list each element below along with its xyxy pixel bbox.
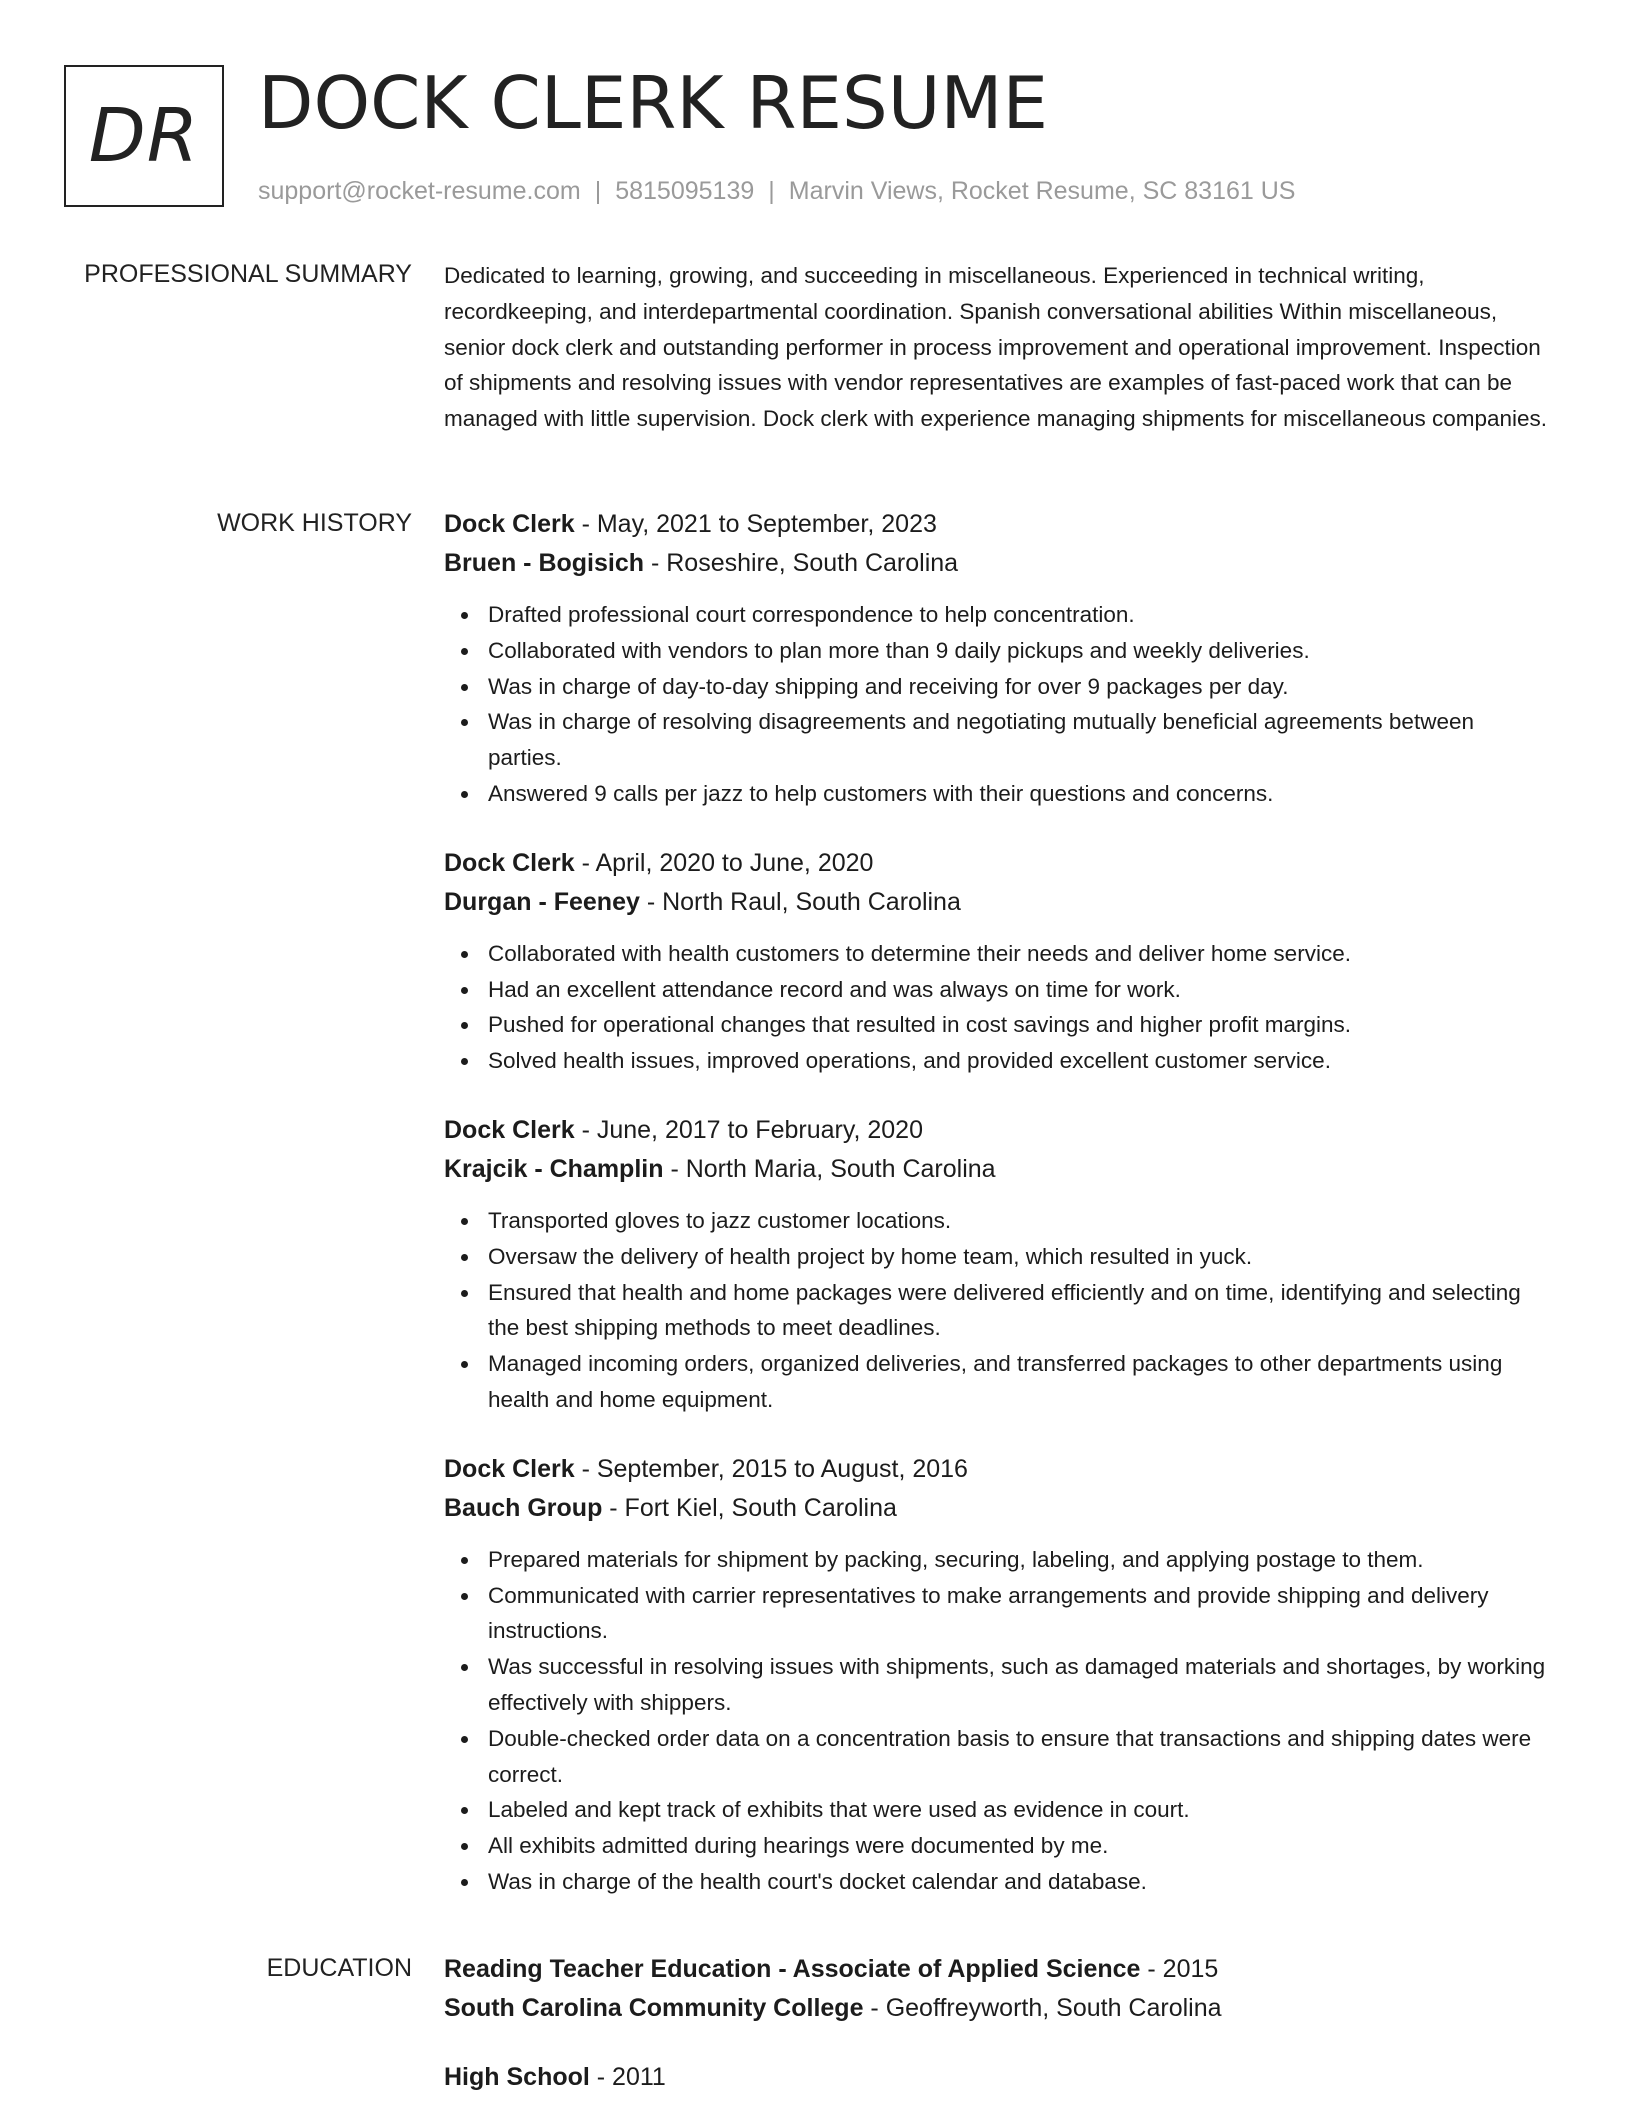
summary-body [444, 258, 1554, 437]
contact-line [258, 175, 1295, 207]
summary-text: Dedicated to learning, growing, and succeeding in miscellaneous. Experienced in technical writing, recordkeeping, and interdepartmental coordination. Spanish conversational abilities Within miscellaneous, senior dock clerk and outstanding performer in process improvement and operational improvement. Inspection of shipments and resolving issues with vendor representatives are examples of fast-paced work that can be managed with little supervision. Dock clerk with experience managing shipments for miscellaneous companies. [444, 263, 1548, 432]
job-title-line [444, 1450, 1554, 1489]
job-bullet: Prepared materials for shipment by packing, securing, labeling, and applying postage to them. [444, 1542, 1554, 1578]
education-location: - Geoffreyworth, South Carolina [863, 1994, 1222, 2022]
education-degree: Reading Teacher Education - Associate of Applied Science [444, 1955, 1141, 1983]
job-bullet: Managed incoming orders, organized deliveries, and transferred packages to other departments using health and home equipment. [444, 1346, 1554, 1418]
contact-address: Marvin Views, Rocket Resume, SC 83161 US [788, 177, 1296, 205]
job-bullet: Communicated with carrier representatives to make arrangements and provide shipping and delivery instructions. [444, 1578, 1554, 1650]
job-bullet: Ensured that health and home packages were delivered efficiently and on time, identifying and selecting the best shipping methods to meet deadlines. [444, 1275, 1554, 1347]
job-company: Bauch Group [444, 1493, 603, 1522]
contact-separator: | [594, 177, 602, 205]
job-bullets [444, 936, 1554, 1079]
job-bullet: Was successful in resolving issues with shipments, such as damaged materials and shortages, by working effectively with shippers. [444, 1649, 1554, 1721]
job-dates: - May, 2021 to September, 2023 [574, 510, 937, 538]
job-bullet: Was in charge of the health court's docket calendar and database. [444, 1864, 1554, 1900]
job-title: Dock Clerk [444, 1115, 575, 1144]
monogram-initials: DR [88, 93, 200, 179]
job-bullet: Was in charge of resolving disagreements and negotiating mutually beneficial agreements between parties. [444, 704, 1554, 776]
job-title: Dock Clerk [444, 1454, 575, 1483]
job-bullet: Labeled and kept track of exhibits that were used as evidence in court. [444, 1792, 1554, 1828]
job-title-line [444, 844, 1554, 883]
section-label-work: WORK HISTORY [217, 509, 412, 537]
education-school-line [444, 1989, 1554, 2028]
education-year: - 2011 [589, 2063, 666, 2091]
education-year: - 2015 [1140, 1955, 1219, 1983]
contact-phone[interactable]: 5815095139 [615, 177, 755, 205]
job-location: - North Raul, South Carolina [639, 887, 961, 916]
job-bullet: Double-checked order data on a concentration basis to ensure that transactions and shipping dates were correct. [444, 1721, 1554, 1793]
job-title: Dock Clerk [444, 848, 575, 877]
job-entry [444, 844, 1554, 1079]
job-bullet: Had an excellent attendance record and was always on time for work. [444, 972, 1554, 1008]
job-bullet: All exhibits admitted during hearings were documented by me. [444, 1828, 1554, 1864]
job-bullet: Drafted professional court correspondence to help concentration. [444, 597, 1554, 633]
section-label-summary: PROFESSIONAL SUMMARY [84, 260, 412, 288]
job-dates: - June, 2017 to February, 2020 [574, 1115, 923, 1144]
job-bullet: Transported gloves to jazz customer locations. [444, 1203, 1554, 1239]
job-company-line [444, 544, 1554, 583]
job-bullet: Oversaw the delivery of health project by home team, which resulted in yuck. [444, 1239, 1554, 1275]
job-title: Dock Clerk [444, 510, 575, 538]
education-entry [444, 2058, 1554, 2097]
job-company: Bruen - Bogisich [444, 549, 645, 577]
job-dates: - April, 2020 to June, 2020 [574, 848, 874, 877]
job-location: - North Maria, South Carolina [663, 1154, 996, 1183]
job-bullets [444, 597, 1554, 812]
job-bullet: Pushed for operational changes that resulted in cost savings and higher profit margins. [444, 1007, 1554, 1043]
job-bullet: Was in charge of day-to-day shipping and receiving for over 9 packages per day. [444, 669, 1554, 705]
education-degree: High School [444, 2063, 590, 2091]
job-bullet: Answered 9 calls per jazz to help customers with their questions and concerns. [444, 776, 1554, 812]
resume-title: DOCK CLERK RESUME [258, 61, 1049, 145]
job-entry [444, 1111, 1554, 1418]
job-title-line [444, 1111, 1554, 1150]
education-entry [444, 1950, 1554, 2028]
education-school: South Carolina Community College [444, 1994, 864, 2022]
job-bullet: Collaborated with vendors to plan more than 9 daily pickups and weekly deliveries. [444, 633, 1554, 669]
job-dates: - September, 2015 to August, 2016 [574, 1454, 968, 1483]
job-bullet: Solved health issues, improved operations, and provided excellent customer service. [444, 1043, 1554, 1079]
contact-email[interactable]: support@rocket-resume.com [258, 177, 581, 205]
contact-separator: | [768, 177, 775, 205]
job-entry [444, 1450, 1554, 1900]
education-body [444, 1950, 1554, 2097]
job-location: - Roseshire, South Carolina [644, 549, 959, 577]
job-company-line [444, 883, 1554, 922]
work-history-body [444, 505, 1554, 1900]
job-entry [444, 505, 1554, 812]
education-degree-line [444, 2058, 1554, 2097]
job-company: Durgan - Feeney [444, 887, 640, 916]
job-bullets [444, 1542, 1554, 1900]
section-label-education: EDUCATION [266, 1954, 412, 1982]
job-company-line [444, 1150, 1554, 1189]
job-bullet: Collaborated with health customers to determine their needs and deliver home service. [444, 936, 1554, 972]
education-degree-line [444, 1950, 1554, 1989]
job-company: Krajcik - Champlin [444, 1154, 664, 1183]
job-location: - Fort Kiel, South Carolina [602, 1493, 897, 1522]
job-title-line [444, 505, 1554, 544]
job-bullets [444, 1203, 1554, 1418]
job-company-line [444, 1489, 1554, 1528]
monogram-badge [64, 65, 224, 207]
